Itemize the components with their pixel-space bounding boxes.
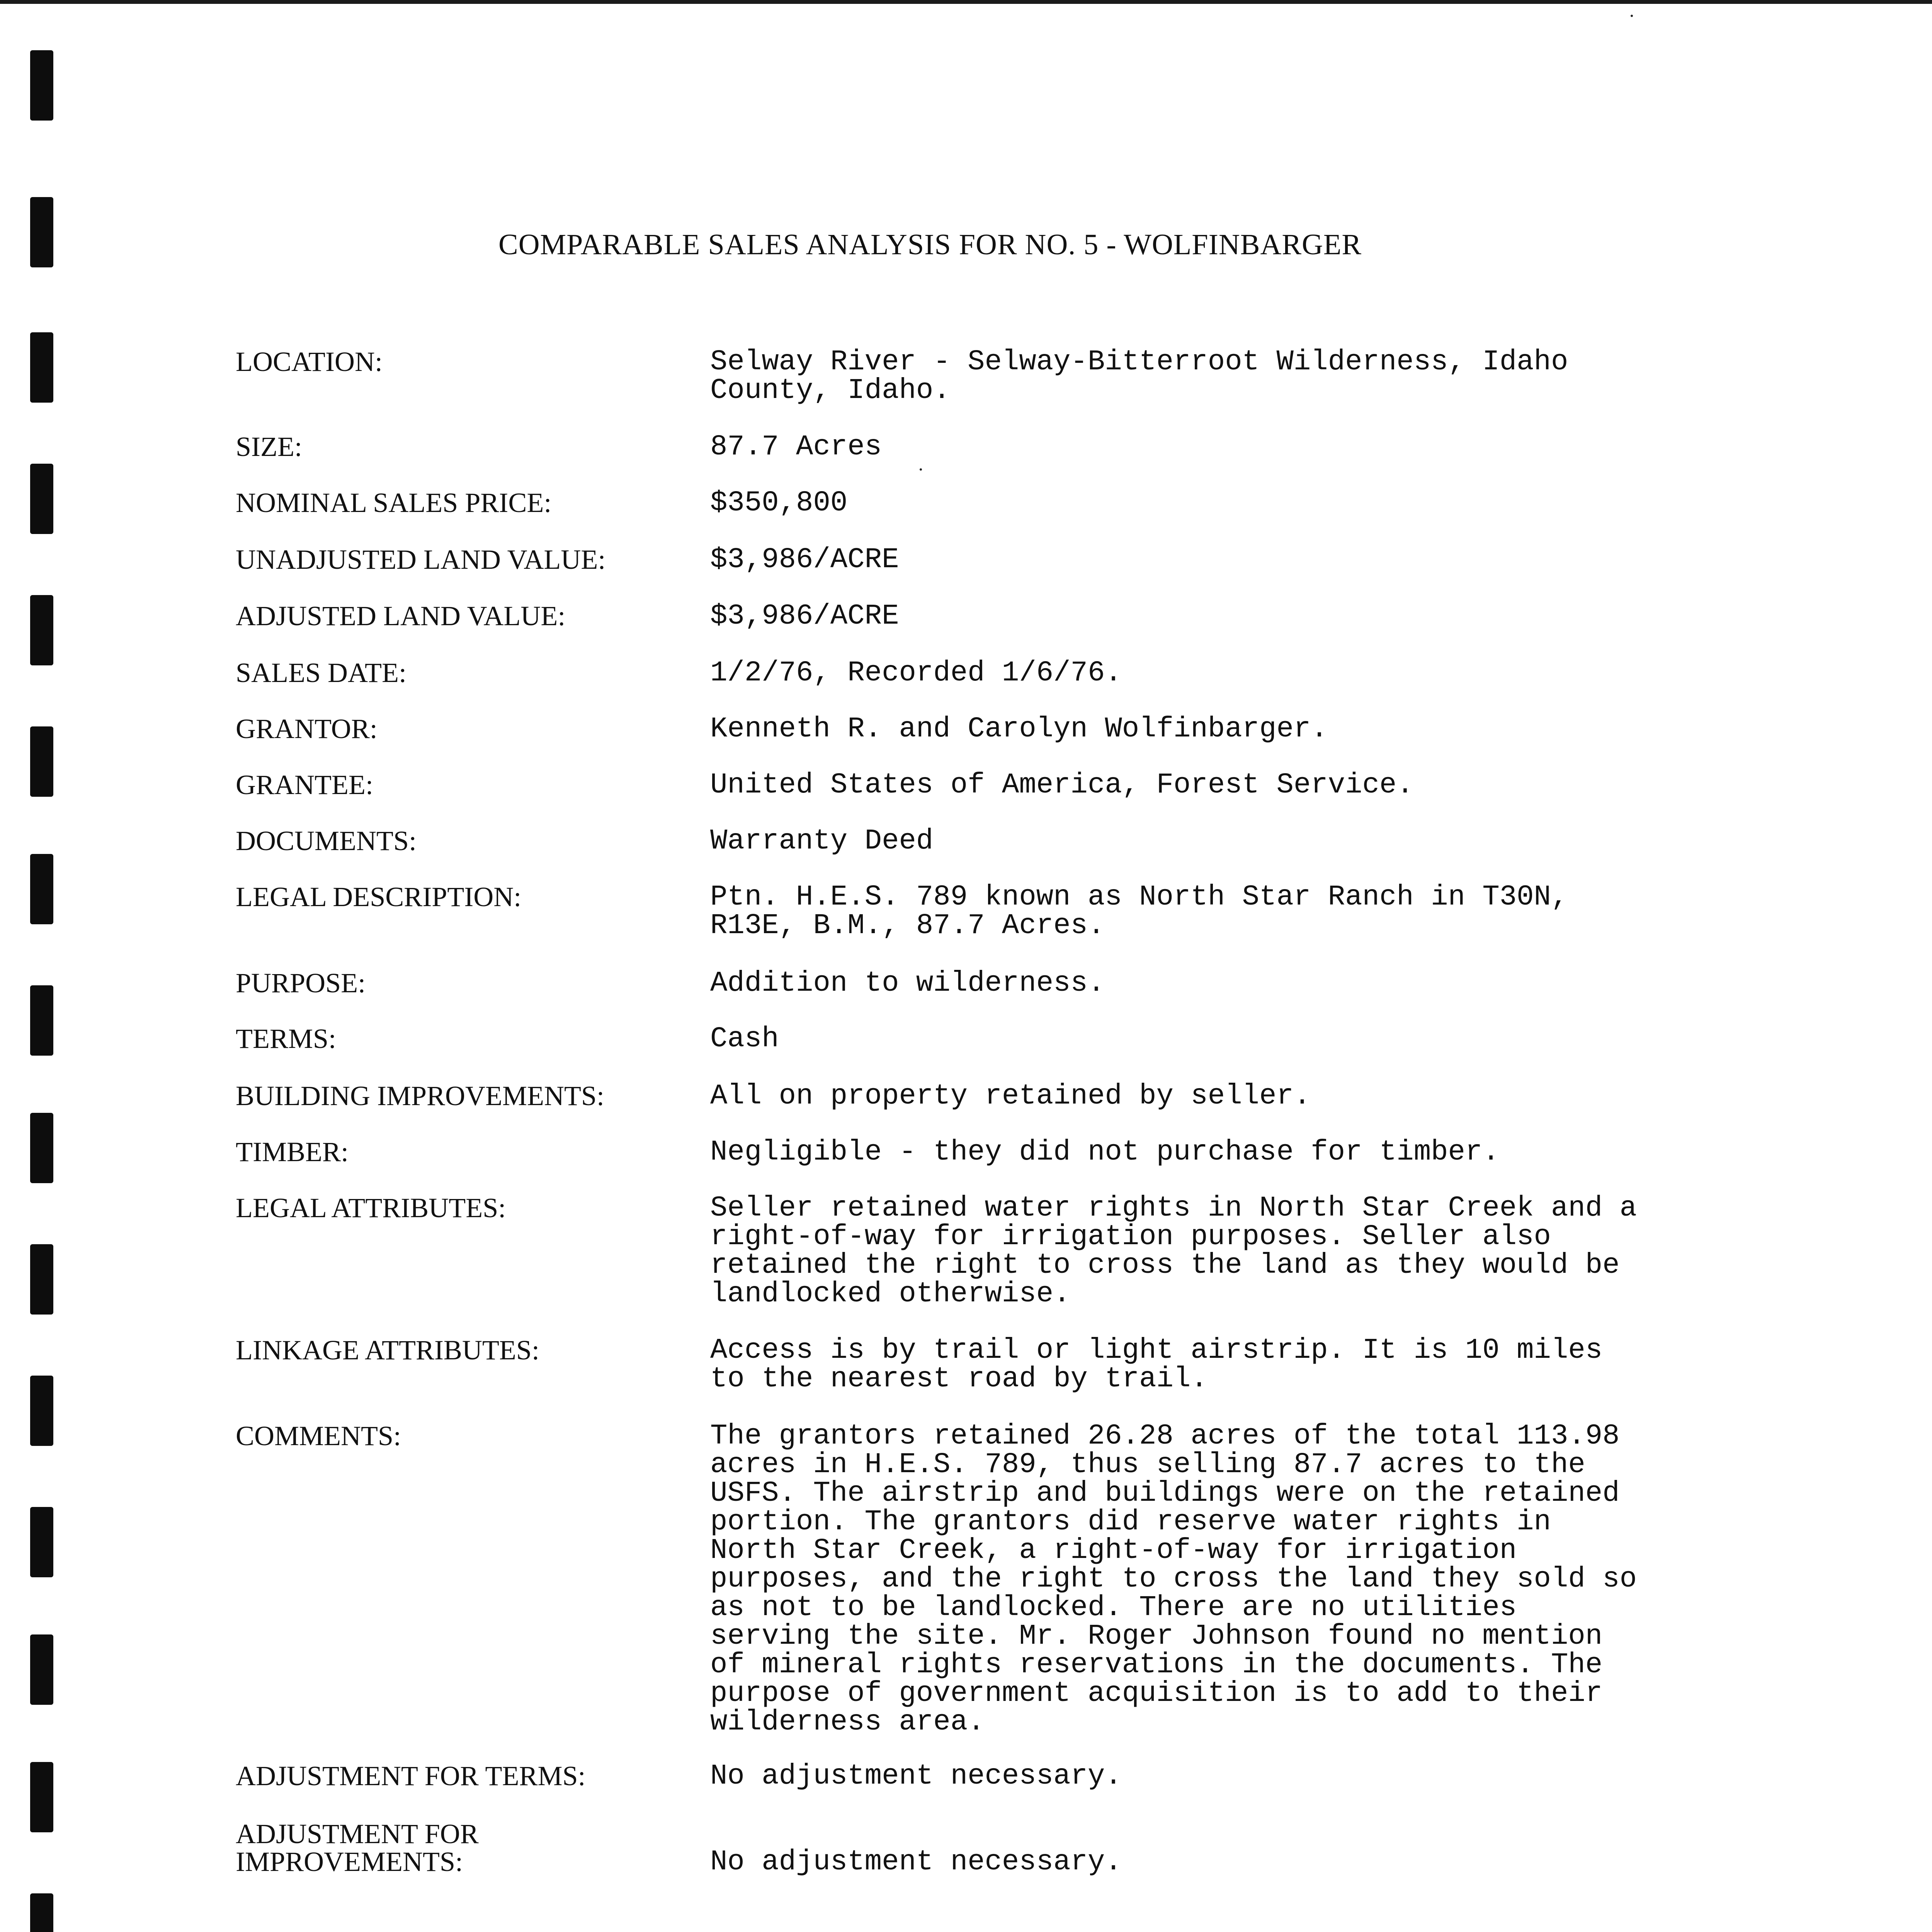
field-label: GRANTEE: [236, 769, 373, 800]
punch-mark [30, 854, 53, 924]
punch-mark [30, 332, 53, 403]
field-label: TIMBER: [236, 1136, 349, 1167]
field-value: Access is by trail or light airstrip. It is 10 miles to the nearest road by trail. [710, 1334, 1603, 1395]
field-label: LINKAGE ATTRIBUTES: [236, 1335, 539, 1366]
field-value: $3,986/ACRE [710, 544, 899, 576]
punch-mark [30, 1376, 53, 1446]
punch-mark [30, 1507, 53, 1577]
field-label: ADJUSTMENT FOR IMPROVEMENTS: [236, 1818, 479, 1877]
field-value: Ptn. H.E.S. 789 known as North Star Ranch in T30N, R13E, B.M., 87.7 Acres. [710, 881, 1568, 942]
field-value: 1/2/76, Recorded 1/6/76. [710, 657, 1122, 689]
punch-mark [30, 595, 53, 665]
scan-speck [920, 468, 922, 471]
punch-mark [30, 1893, 53, 1932]
field-value: No adjustment necessary. [710, 1760, 1122, 1793]
field-label: BUILDING IMPROVEMENTS: [236, 1080, 604, 1111]
field-label: COMMENTS: [236, 1420, 401, 1451]
field-label: TERMS: [236, 1023, 337, 1054]
field-value: United States of America, Forest Service. [710, 769, 1414, 801]
field-value: $3,986/ACRE [710, 600, 899, 633]
field-value: The grantors retained 26.28 acres of the total 113.98 acres in H.E.S. 789, thus selling 87.7 acres to the USFS. The airstrip and buildings were on the retained portion. The grantors did reserve water rights in North Star Creek, a right-of-way for irrigation purposes, and the right to cross the land they sold so as not to be landlocked. There are no utilities serving the site. Mr. Roger Johnson found no mention of mineral rights reservations in the documents. The purpose of government acquisition is to add to their wilderness area. [710, 1420, 1637, 1738]
field-label: SIZE: [236, 431, 302, 462]
field-value: Selway River - Selway-Bitterroot Wilderness, Idaho County, Idaho. [710, 346, 1568, 407]
punch-mark [30, 1244, 53, 1315]
punch-mark [30, 1762, 53, 1832]
punch-mark [30, 1113, 53, 1183]
field-label: SALES DATE: [236, 657, 407, 688]
field-label: LOCATION: [236, 346, 383, 377]
field-value: All on property retained by seller. [710, 1080, 1311, 1112]
punch-mark [30, 1634, 53, 1705]
field-label: ADJUSTMENT FOR TERMS: [236, 1760, 586, 1791]
scan-speck [1631, 15, 1633, 17]
field-value: Kenneth R. and Carolyn Wolfinbarger. [710, 713, 1328, 745]
field-value: $350,800 [710, 487, 848, 519]
field-label: NOMINAL SALES PRICE: [236, 487, 552, 518]
top-scan-edge [0, 0, 1932, 4]
field-value: No adjustment necessary. [710, 1846, 1122, 1878]
field-label: PURPOSE: [236, 968, 366, 998]
punch-mark [30, 464, 53, 534]
field-label: LEGAL ATTRIBUTES: [236, 1192, 506, 1223]
field-label: GRANTOR: [236, 713, 378, 744]
field-label: DOCUMENTS: [236, 825, 417, 856]
field-value: 87.7 Acres [710, 431, 882, 463]
field-value: Negligible - they did not purchase for timber. [710, 1136, 1500, 1168]
punch-mark [30, 50, 53, 121]
field-label: UNADJUSTED LAND VALUE: [236, 544, 606, 575]
field-label: ADJUSTED LAND VALUE: [236, 600, 566, 631]
punch-mark [30, 726, 53, 797]
field-value: Addition to wilderness. [710, 967, 1105, 1000]
field-value: Warranty Deed [710, 825, 934, 857]
field-value: Seller retained water rights in North Star Creek and a right-of-way for irrigation purposes. Seller also retained the right to cross the land as they would be landlocked otherwise. [710, 1192, 1637, 1310]
field-value: Cash [710, 1023, 779, 1055]
punch-mark [30, 985, 53, 1056]
field-label: LEGAL DESCRIPTION: [236, 881, 522, 912]
page-title: COMPARABLE SALES ANALYSIS FOR NO. 5 - WOLFINBARGER [498, 228, 1362, 261]
punch-mark [30, 197, 53, 267]
